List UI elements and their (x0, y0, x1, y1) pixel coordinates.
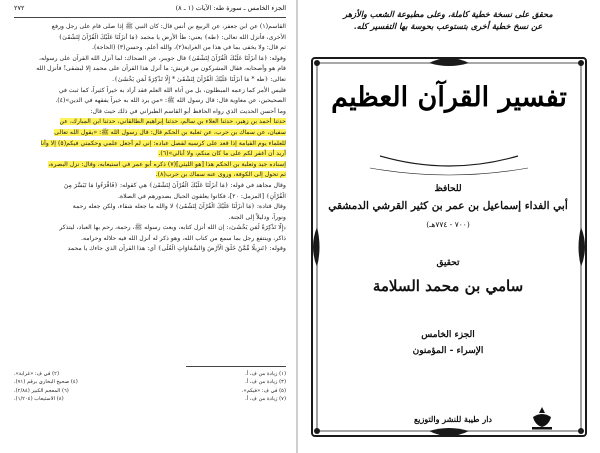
body-line: ﴿إِلَّا تَذْكِرَةً لِّمَن يَخْشَىٰ﴾: إن الله أنزل كتابه، وبعث رسوله ﷺ، رحمة، رحم بها العباد، ليتذكر (59, 224, 286, 232)
footnote: (٢) في ف: «غرابة». (14, 371, 59, 377)
body-line: القاسم(١) عن ابن جعفر، عن الربيع بن أنس قال: كان النبي ﷺ إذا صلى قام على رجل ورفع (51, 23, 286, 30)
publisher-name: دار طيبة للنشر والتوزيع (414, 414, 492, 424)
hafiz-label: للحافظ (434, 184, 462, 194)
editor-name: سامي بن محمد السلامة (372, 277, 524, 295)
body-line: تعالى: ﴿طه * مَا أَنزَلْنَا عَلَيْكَ الْقُرْآنَ لِتَشْقَىٰ * إِلَّا تَذْكِرَةً لِّمَن يَخْشَىٰ﴾. (112, 75, 286, 83)
footnote: (٨) الاستيعاب (١/٢٠٤). (14, 396, 64, 403)
author-dates: (٧٠٠ - ٧٧٤هـ) (426, 220, 470, 229)
footnote-rule (186, 366, 286, 367)
running-header-title: الجزء الخامس ـ سورة طه: الآيات (١ ـ ٨) (175, 4, 286, 12)
body-line: وقال مجاهد في قوله: ﴿مَا أَنزَلْنَا عَلَيْكَ الْقُرْآنَ لِتَشْقَىٰ﴾ هي كقوله: ﴿فَاقْرَءُوا مَا تَيَسَّرَ مِنَ (63, 181, 286, 189)
body-line: وقال قتادة: ﴿مَا أَنزَلْنَا عَلَيْكَ الْقُرْآنَ لِتَشْقَىٰ﴾ لا والله ما جعله شقاء، ولكن جعله رحمة (72, 203, 286, 211)
footnote: (٥) في ف: «فيكم». (241, 387, 286, 394)
body-line (14, 170, 286, 181)
intro-line-1: محقق على نسخة خطية كاملة، وعلى مطبوعة الشعب والأزهر (343, 9, 553, 19)
page-number: ٢٧٢ (14, 4, 25, 12)
body-line (14, 149, 286, 160)
title-page-intro (306, 8, 590, 32)
footnote: (٧) زيادة من ف، أ. (245, 396, 286, 403)
body-line: قام هو وأصحابه، فقال المشركون من قريش: ما أنزل هذا القرآن على محمد إلا ليشقى! فأنزل الله (36, 65, 286, 73)
footnote: (٣) زيادة من ف، أ. (245, 379, 286, 386)
body-line (14, 117, 286, 128)
body-line: ذاكر، وينتفع رجل بما سمع من كتاب الله، وهو ذكر له أنزل الله فيه حلاله وحرامه. (81, 234, 286, 242)
footnote-row (14, 387, 286, 395)
body-line: الْقُرْآنِ﴾ [المزمل: ٢٠]، فكانوا يعلقون الحبال بصدورهم في الصلاة. (118, 192, 286, 200)
footnotes (14, 370, 286, 404)
body-line (14, 139, 286, 150)
highlighted-text: للعلماء يوم القيامة إذا قعد على كرسيه لفصل عباده: إني لم أجعل علمي وحكمتي فيكم(٥) إلا وأنا (40, 139, 286, 147)
body-line: ونوراً، ودليلاً إلى الجنة. (228, 213, 286, 221)
body-line: فليس الأمر كما زعمه المبطلون، بل من آتاه الله العلم فقد أراد به خيراً كثيراً، كما ثبت في (58, 86, 286, 94)
footnote: (٤) صحيح البخاري برقم (٧١). (14, 379, 78, 386)
body-line (14, 128, 286, 139)
running-header (14, 4, 286, 16)
surah-range: الإسراء - المؤمنون (412, 346, 484, 356)
body-line: الأخرى، فأنزل الله تعالى: ﴿طه﴾ يعني: طأ الأرض يا محمد ﴿مَا أَنزَلْنَا عَلَيْكَ الْقُرْآنَ لِتَشْقَىٰ﴾ (58, 33, 286, 41)
book-title: تفسير القرآن العظيم (331, 82, 567, 113)
highlighted-text: ثم تحول إلى الكوفة، وروى عنه سماك بن حرب(٨). (155, 171, 286, 179)
footnote-row (14, 378, 286, 386)
highlighted-text: سفيان، عن سماك بن حرب، عن ثعلبة بن الحكم قال: قال رسول الله ﷺ: «يقول الله تعالى (54, 128, 286, 136)
body-line: الصحيحين، عن معاوية قال: قال رسول الله ﷺ: «من يرد الله به خيراً يفقهه في الدين»(٤). (55, 97, 286, 105)
body-line: وقوله: ﴿تَنزِيلًا مِّمَّنْ خَلَقَ الْأَرْضَ وَالسَّمَاوَاتِ الْعُلَى﴾ أي: هذا القرآن الذي جاءك يا محمد (67, 245, 286, 253)
intro-line-2: عن نسخ خطية أخرى بتستوعب بحوسة بها التفسير كله. (353, 21, 543, 31)
footnote: (٦) المعجم الكبير (٢/٨٤). (14, 387, 69, 394)
highlighted-text: حدثنا أحمد بن زهير، حدثنا العلاء بن سالم، حدثنا إبراهيم الطالقاني، حدثنا ابن المبارك، عن (59, 118, 286, 126)
body-text (14, 22, 286, 255)
tahqiq-label: تحقيق (436, 258, 460, 268)
highlighted-text: أريد أن أغفر لكم على ما كان منكم، ولا أبالي»(٦). (158, 150, 286, 158)
footnote-row (14, 370, 286, 378)
publisher-lamp-logo-icon (527, 405, 557, 431)
body-line: وقوله: ﴿مَا أَنزَلْنَا عَلَيْكَ الْقُرْآنَ لِتَشْقَىٰ﴾ قال جويبر، عن الضحاك: لما أنزل الله القرآن على رسوله، (38, 54, 286, 62)
page-gutter (296, 0, 298, 453)
body-line: ثم قال: ولا يخفى بما في هذا من الغرابة(٢)، والله أعلم. وحسن(٣) (الحاجة). (92, 44, 286, 52)
header-rule (14, 17, 286, 18)
author-name: أبي الفداء إسماعيل بن عمر بن كثير القرشي الدمشقي (328, 200, 568, 212)
volume-label: الجزء الخامس (421, 330, 475, 340)
highlighted-text: إسناده جيد وثعلبة بن الحكم هذا [هو الليثي](٧) ذكره أبو عمر في استيعابه، وقال: نزل البصرة، (48, 160, 286, 168)
body-line (14, 160, 286, 171)
footnote-row (14, 395, 286, 403)
body-line: وما أحسن الحديث الذي رواه الحافظ أبو القاسم الطبراني في ذلك حيث قال: (90, 107, 286, 115)
footnote: (١) زيادة من ف، أ. (245, 371, 286, 377)
